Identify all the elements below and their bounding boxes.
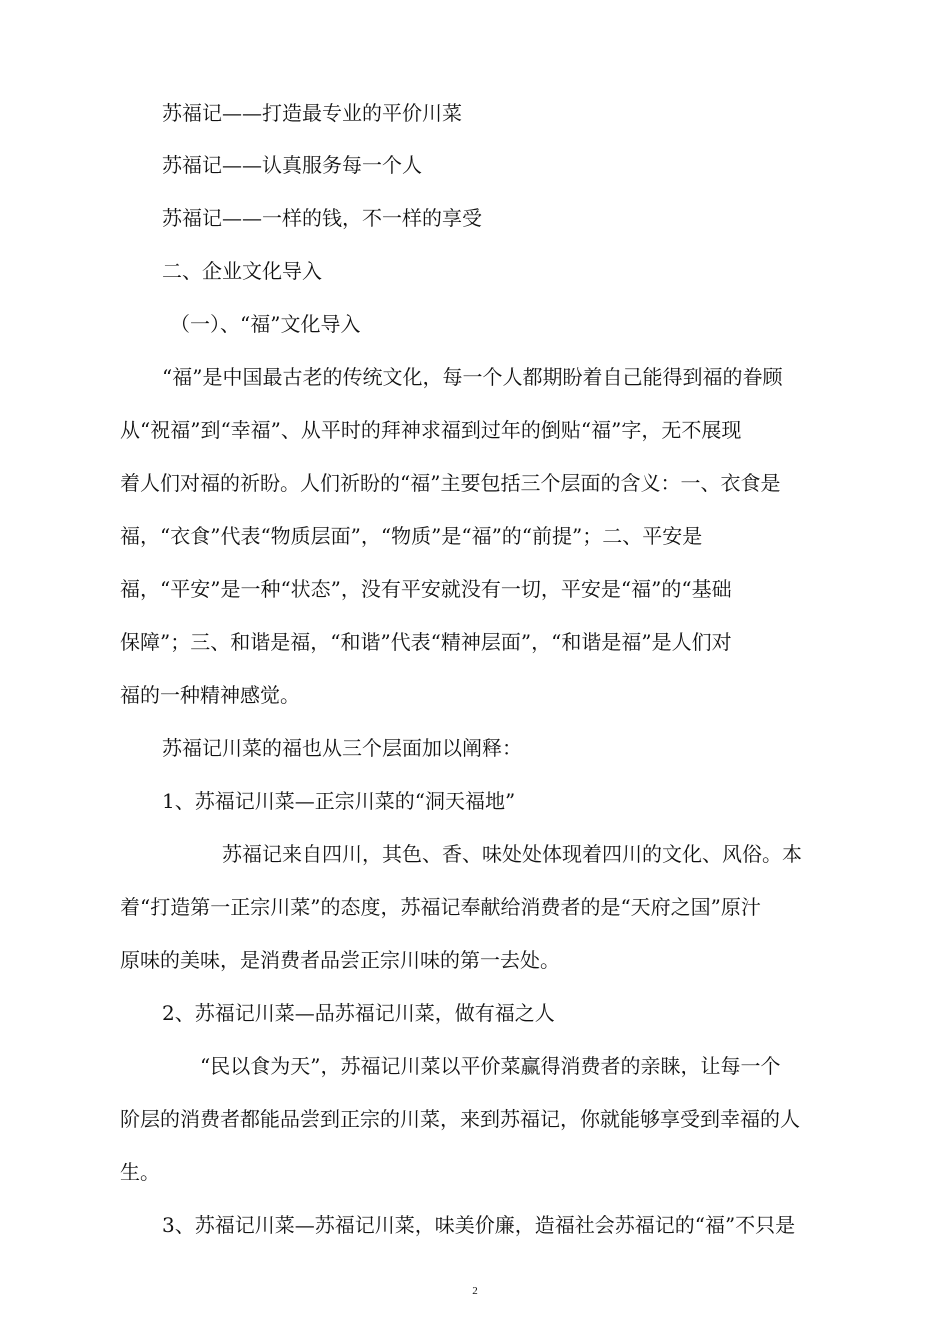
subsection-heading: （一）、“福”文化导入 [170,312,361,336]
point-2-line: 阶层的消费者都能品尝到正宗的川菜，来到苏福记，你就能够享受到幸福的人 [120,1107,800,1131]
point-1-heading: 1、苏福记川菜—正宗川菜的“洞天福地” [162,789,516,813]
intro-paragraph-line: 着人们对福的祈盼。人们祈盼的“福”主要包括三个层面的含义：一、衣食是 [120,471,781,495]
point-1-line: 苏福记来自四川，其色、香、味处处体现着四川的文化、风俗。本 [222,842,802,866]
point-3-heading: 3、苏福记川菜—苏福记川菜，味美价廉，造福社会苏福记的“福”不只是 [162,1213,796,1237]
intro-paragraph-line: 保障”；三、和谐是福，“和谐”代表“精神层面”，“和谐是福”是人们对 [120,630,732,654]
intro-paragraph-line: 福的一种精神感觉。 [120,683,300,707]
point-1-line: 原味的美味，是消费者品尝正宗川味的第一去处。 [120,948,560,972]
intro-paragraph-line: 福，“平安”是一种“状态”，没有平安就没有一切，平安是“福”的“基础 [120,577,732,601]
slogan-1: 苏福记——打造最专业的平价川菜 [162,101,462,125]
point-2-heading: 2、苏福记川菜—品苏福记川菜，做有福之人 [162,1001,555,1025]
intro-paragraph-line: 福，“衣食”代表“物质层面”，“物质”是“福”的“前提”；二、平安是 [120,524,703,548]
point-2-line: 生。 [120,1160,160,1184]
point-2-line: “民以食为天”，苏福记川菜以平价菜赢得消费者的亲睐，让每一个 [200,1054,781,1078]
three-levels-intro: 苏福记川菜的福也从三个层面加以阐释： [162,736,522,760]
point-1-line: 着“打造第一正宗川菜”的态度，苏福记奉献给消费者的是“天府之国”原汁 [120,895,761,919]
page-number: 2 [472,1285,478,1297]
slogan-3: 苏福记——一样的钱，不一样的享受 [162,206,482,230]
slogan-2: 苏福记——认真服务每一个人 [162,153,422,177]
section-heading: 二、企业文化导入 [162,259,322,283]
intro-paragraph-line: 从“祝福”到“幸福”、从平时的拜神求福到过年的倒贴“福”字，无不展现 [120,418,742,442]
intro-paragraph-line: “福”是中国最古老的传统文化，每一个人都期盼着自己能得到福的眷顾 [162,365,783,389]
